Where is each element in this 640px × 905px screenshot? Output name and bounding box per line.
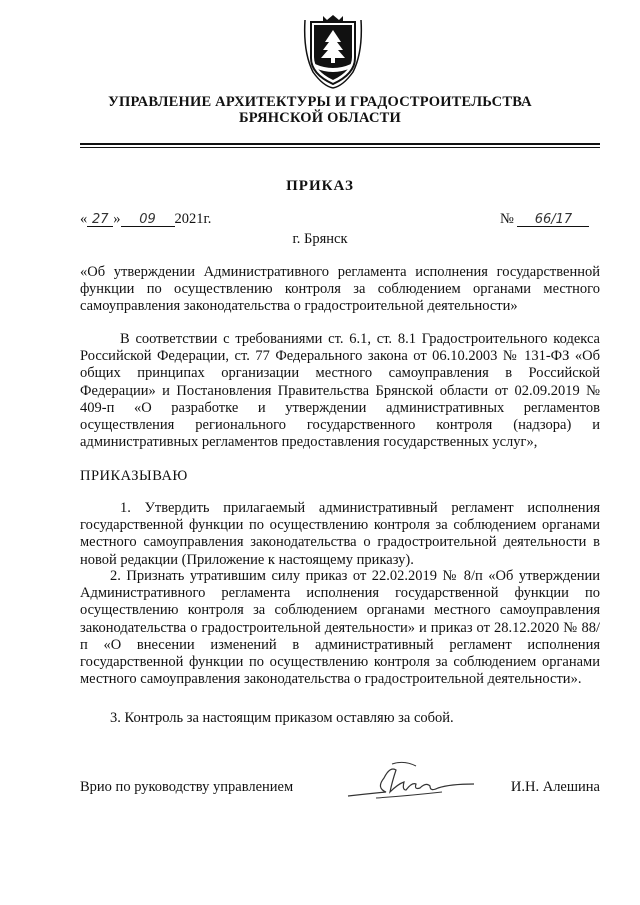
date-month-field	[121, 211, 175, 227]
document-title: ПРИКАЗ	[286, 178, 354, 194]
coat-of-arms-icon	[303, 12, 363, 90]
signer-name: И.Н. Алешина	[510, 779, 600, 795]
date-day-field	[87, 211, 113, 227]
preamble-paragraph: В соответствии с требованиями ст. 6.1, ст. 8.1 Градостроительного кодекса Российской Федерации, ст. 77 Федерального закона от 06.10.2003 № 131-ФЗ «Об общих принципах организации местного самоуправления в Российской Федерации» и Постановления Правительства Брянской области от 02.09.2019 № 409-п «О разработке и утверждении административных регламентов осуществления регионального государственного контроля (надзора) и административных регламентов предоставления государственных услуг»,	[80, 331, 600, 451]
header-divider-thick	[80, 143, 600, 145]
order-item-2: 2. Признать утратившим силу приказ от 22.02.2019 № 8/п «Об утверждении Административного регламента исполнения государственной функции по осуществлению контроля за соблюдением органами местного самоуправления законодательства о градостроительной деятельности» и приказ от 28.12.2020 № 88/п «О внесении изменений в административный регламент исполнения государственной функции по осуществлению контроля за соблюдением органами местного самоуправления законодательства о градостроительной деятельности».	[80, 568, 600, 688]
date-year: 2021г.	[174, 211, 212, 227]
organization-name-line2: БРЯНСКОЙ ОБЛАСТИ	[239, 110, 401, 126]
order-item-3: 3. Контроль за настоящим приказом оставляю за собой.	[110, 710, 454, 726]
handwritten-signature	[346, 758, 476, 808]
document-number	[500, 211, 589, 228]
number-sign: №	[500, 211, 514, 227]
header-divider-thin	[80, 147, 600, 148]
date-month: 09	[139, 212, 156, 227]
document-date	[80, 211, 211, 228]
order-item-1: 1. Утвердить прилагаемый административный регламент исполнения государственной функции по осуществлению контроля за соблюдением органами местного самоуправления законодательства о градостроительной деятельности в новой редакции (Приложение к настоящему приказу).	[80, 500, 600, 568]
signer-position: Врио по руководству управлением	[80, 779, 294, 795]
date-day: 27	[91, 212, 109, 227]
organization-name-line1: УПРАВЛЕНИЕ АРХИТЕКТУРЫ И ГРАДОСТРОИТЕЛЬСТВА	[108, 94, 532, 110]
number-field	[517, 211, 589, 227]
order-keyword: ПРИКАЗЫВАЮ	[80, 468, 188, 484]
date-close-quote: »	[113, 211, 121, 227]
document-city: г. Брянск	[292, 231, 348, 247]
document-subject: «Об утверждении Административного регламента исполнения государственной функции по осуществлению контроля за соблюдением органами местного самоуправления законодательства о градостроительной деятельности»	[80, 264, 600, 315]
date-open-quote: «	[80, 211, 88, 227]
number-value: 66/17	[534, 212, 573, 227]
